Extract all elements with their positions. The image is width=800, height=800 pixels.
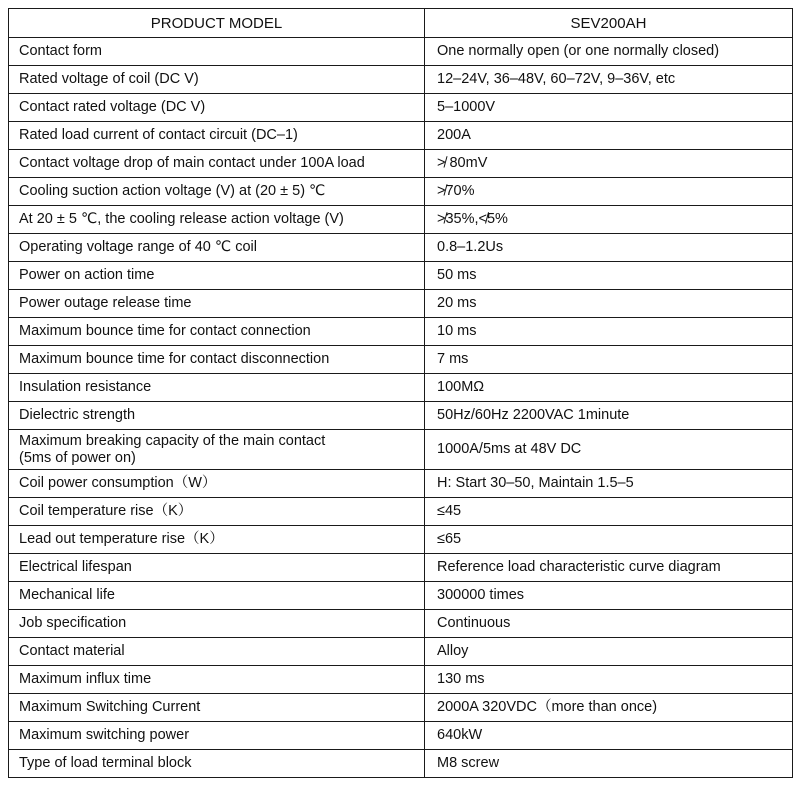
table-row <box>9 150 793 178</box>
value-cell: 0.8–1.2Us <box>425 234 793 262</box>
value-cell: 7 ms <box>425 346 793 374</box>
table-row <box>9 290 793 318</box>
param-cell: Type of load terminal block <box>9 750 425 778</box>
header-model-number: SEV200AH <box>425 9 793 38</box>
param-cell: Contact material <box>9 638 425 666</box>
value-cell: Alloy <box>425 638 793 666</box>
param-cell: Rated load current of contact circuit (DC–1) <box>9 122 425 150</box>
table-row <box>9 498 793 526</box>
table-row <box>9 66 793 94</box>
table-row <box>9 402 793 430</box>
table-row <box>9 610 793 638</box>
table-row <box>9 554 793 582</box>
spec-table <box>8 8 793 778</box>
value-cell: ≯ 80mV <box>425 150 793 178</box>
table-row <box>9 582 793 610</box>
param-cell: At 20 ± 5 ℃, the cooling release action voltage (V) <box>9 206 425 234</box>
value-cell: One normally open (or one normally closed) <box>425 38 793 66</box>
param-cell: Power outage release time <box>9 290 425 318</box>
spec-table-body <box>9 38 793 778</box>
param-cell: Maximum breaking capacity of the main contact (5ms of power on) <box>9 430 425 470</box>
value-cell: 50 ms <box>425 262 793 290</box>
table-row <box>9 94 793 122</box>
param-cell: Contact rated voltage (DC V) <box>9 94 425 122</box>
value-cell: 200A <box>425 122 793 150</box>
value-cell: Continuous <box>425 610 793 638</box>
param-cell: Insulation resistance <box>9 374 425 402</box>
param-cell: Maximum influx time <box>9 666 425 694</box>
table-row <box>9 318 793 346</box>
param-cell: Rated voltage of coil (DC V) <box>9 66 425 94</box>
table-header-row <box>9 9 793 38</box>
header-product-model: PRODUCT MODEL <box>9 9 425 38</box>
value-cell: 100MΩ <box>425 374 793 402</box>
table-row <box>9 666 793 694</box>
table-row <box>9 38 793 66</box>
value-cell: 10 ms <box>425 318 793 346</box>
table-row <box>9 694 793 722</box>
param-cell: Job specification <box>9 610 425 638</box>
param-cell: Contact voltage drop of main contact under 100A load <box>9 150 425 178</box>
value-cell: Reference load characteristic curve diagram <box>425 554 793 582</box>
value-cell: 50Hz/60Hz 2200VAC 1minute <box>425 402 793 430</box>
value-cell: ≤45 <box>425 498 793 526</box>
value-cell: 130 ms <box>425 666 793 694</box>
table-row <box>9 526 793 554</box>
param-cell: Maximum Switching Current <box>9 694 425 722</box>
table-row <box>9 430 793 470</box>
table-row <box>9 206 793 234</box>
table-row <box>9 722 793 750</box>
param-cell: Coil temperature rise（K） <box>9 498 425 526</box>
table-row <box>9 234 793 262</box>
table-row <box>9 122 793 150</box>
param-cell: Operating voltage range of 40 ℃ coil <box>9 234 425 262</box>
param-cell: Mechanical life <box>9 582 425 610</box>
value-cell: ≤65 <box>425 526 793 554</box>
value-cell: ≯35%,≮5% <box>425 206 793 234</box>
table-row <box>9 470 793 498</box>
value-cell: 640kW <box>425 722 793 750</box>
value-cell: 1000A/5ms at 48V DC <box>425 430 793 470</box>
table-row <box>9 262 793 290</box>
table-row <box>9 346 793 374</box>
value-cell: 12–24V, 36–48V, 60–72V, 9–36V, etc <box>425 66 793 94</box>
param-cell: Lead out temperature rise（K） <box>9 526 425 554</box>
value-cell: 300000 times <box>425 582 793 610</box>
value-cell: 5–1000V <box>425 94 793 122</box>
value-cell: H: Start 30–50, Maintain 1.5–5 <box>425 470 793 498</box>
table-row <box>9 178 793 206</box>
param-cell: Cooling suction action voltage (V) at (20 ± 5) ℃ <box>9 178 425 206</box>
value-cell: ≯70% <box>425 178 793 206</box>
param-cell: Coil power consumption（W） <box>9 470 425 498</box>
param-cell: Power on action time <box>9 262 425 290</box>
param-cell: Electrical lifespan <box>9 554 425 582</box>
param-cell: Contact form <box>9 38 425 66</box>
param-cell: Dielectric strength <box>9 402 425 430</box>
param-cell: Maximum bounce time for contact disconnection <box>9 346 425 374</box>
param-cell: Maximum switching power <box>9 722 425 750</box>
table-row <box>9 374 793 402</box>
value-cell: M8 screw <box>425 750 793 778</box>
table-row <box>9 750 793 778</box>
table-row <box>9 638 793 666</box>
value-cell: 20 ms <box>425 290 793 318</box>
param-cell: Maximum bounce time for contact connection <box>9 318 425 346</box>
value-cell: 2000A 320VDC（more than once) <box>425 694 793 722</box>
